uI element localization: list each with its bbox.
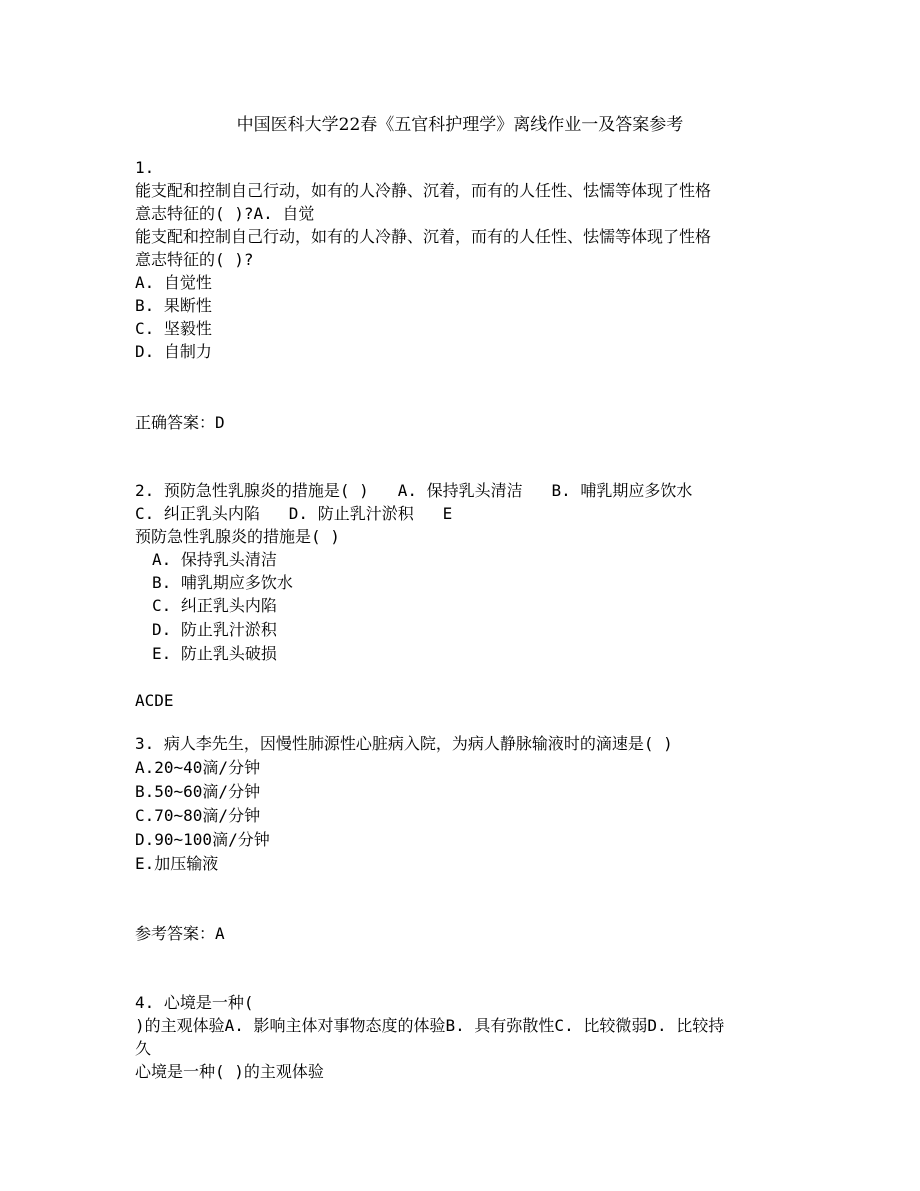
q1-prompt-line1: 能支配和控制自己行动，如有的人冷静、沉着，而有的人任性、怯懦等体现了性格 [135,181,712,200]
q1-stem-line1: 能支配和控制自己行动，如有的人冷静、沉着，而有的人任性、怯懦等体现了性格 [135,227,712,246]
q1-answer: 正确答案：D [135,413,225,432]
q3-answer: 参考答案：A [135,924,225,943]
q1-option-b: B. 果断性 [135,296,212,315]
q4-line1: 4. 心境是一种( [135,993,254,1012]
q4-stem: 心境是一种( )的主观体验 [135,1062,324,1081]
q1-option-c: C. 坚毅性 [135,319,212,338]
q2-line2: C. 纠正乳头内陷 D. 防止乳汁淤积 E [135,504,453,523]
q2-option-e: E. 防止乳头破损 [152,644,277,663]
q1-stem-line2: 意志特征的( )? [135,250,254,269]
q1-option-d: D. 自制力 [135,342,212,361]
q3-option-b: B.50~60滴/分钟 [135,782,261,801]
q3-option-c: C.70~80滴/分钟 [135,806,261,825]
q1-number: 1. [135,158,155,177]
q3-option-e: E.加压输液 [135,854,219,873]
q4-line2: )的主观体验A. 影响主体对事物态度的体验B. 具有弥散性C. 比较微弱D. 比较持 [135,1016,725,1035]
q2-stem: 预防急性乳腺炎的措施是( ) [135,527,340,546]
q3-option-d: D.90~100滴/分钟 [135,830,270,849]
q3-option-a: A.20~40滴/分钟 [135,758,261,777]
q3-line1: 3. 病人李先生，因慢性肺源性心脏病入院，为病人静脉输液时的滴速是( ) [135,734,673,753]
q2-option-b: B. 哺乳期应多饮水 [152,573,293,592]
q2-option-d: D. 防止乳汁淤积 [152,620,277,639]
q2-option-c: C. 纠正乳头内陷 [152,596,277,615]
q1-prompt-line2: 意志特征的( )?A. 自觉 [135,204,315,223]
q2-line1: 2. 预防急性乳腺炎的措施是( ) A. 保持乳头清洁 B. 哺乳期应多饮水 [135,481,693,500]
q1-option-a: A. 自觉性 [135,273,212,292]
q2-answer: ACDE [135,691,174,710]
q2-option-a: A. 保持乳头清洁 [152,550,277,569]
q4-line3: 久 [135,1039,152,1058]
page-title: 中国医科大学22春《五官科护理学》离线作业一及答案参考 [236,115,684,135]
